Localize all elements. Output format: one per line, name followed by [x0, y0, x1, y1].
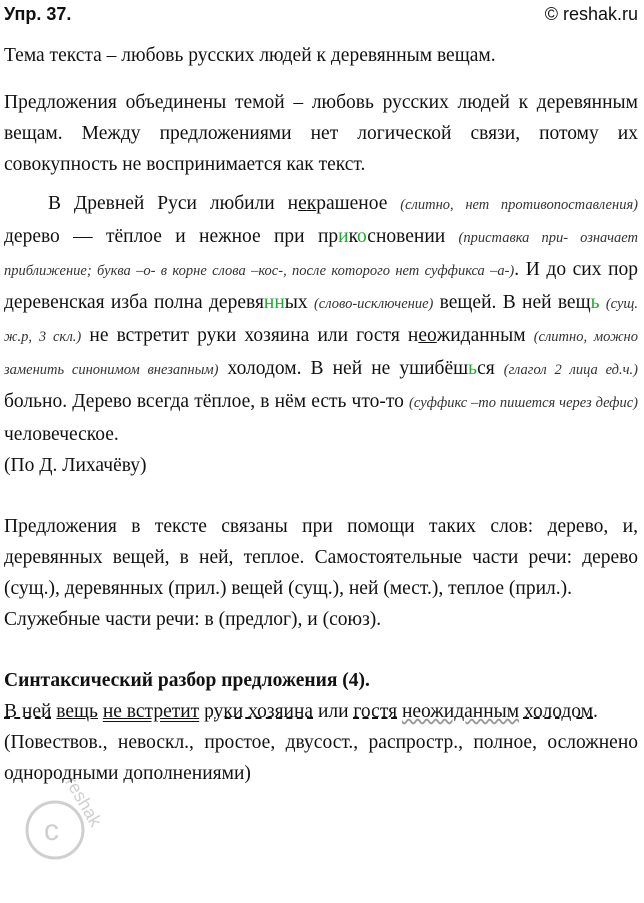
sentence-member: неожиданным — [401, 701, 520, 722]
text-segment: ых — [284, 292, 314, 313]
text-segment: к — [306, 193, 317, 214]
text-segment: ся — [477, 358, 504, 379]
annotation-note: (глагол 2 лица ед.ч.) — [503, 362, 638, 378]
text-segment: ь — [468, 358, 478, 379]
service-parts-paragraph: Служебные части речи: в (предлог), и (союз). — [4, 609, 382, 630]
explanation-paragraph: Предложения объединены темой – любовь русских людей к деревянным вещам. Между предложениями нет логической связи, потому их совокупность не воспринимается как текст. — [4, 92, 638, 175]
analyzed-text — [4, 188, 638, 450]
parsed-sentence — [4, 696, 638, 727]
annotation-note: (слитно, можно заменить синонимом внезапным) — [4, 329, 639, 378]
annotation-note: (слово-исключение) — [313, 296, 434, 312]
sentence-member: В ней — [4, 701, 52, 722]
text-segment: нн — [263, 292, 285, 313]
text-segment: человеческое. — [4, 424, 119, 445]
text-segment: больно. Дерево всегда тёплое, в нём есть что-то — [4, 391, 410, 412]
annotation-note: (суффикс –то пишется через дефис) — [409, 395, 638, 411]
header — [4, 0, 638, 28]
parse-title: Синтаксический разбор предложения (4). — [4, 670, 370, 691]
text-segment: жиданным — [436, 325, 534, 346]
annotation-note: (сущ. ж.р, 3 скл.) — [4, 296, 638, 345]
text-segment: о — [357, 226, 368, 247]
theme-line: Тема текста – любовь русских людей к деревянным вещам. — [4, 45, 496, 66]
sentence-member: . — [593, 701, 598, 722]
text-segment: е — [298, 193, 307, 214]
sentence-member: или — [313, 701, 354, 722]
text-segment: холодом. В ней не ушибёш — [218, 358, 469, 379]
sentence-member: не встретит — [102, 701, 200, 722]
source-citation: (По Д. Лихачёву) — [4, 455, 147, 476]
text-segment: рашеное — [316, 193, 401, 214]
copyright: © reshak.ru — [544, 3, 638, 24]
sentence-member: гостя — [353, 701, 398, 722]
sentence-member: руки хозяина — [204, 701, 314, 722]
text-segment: ь — [590, 292, 600, 313]
links-paragraph: Предложения в тексте связаны при помощи таких слов: дерево, и, деревянных вещей, в ней, теплое. Самостоятельные части речи: дерево (сущ.), деревянных (прил.) вещей (сущ.), ней (мест.), теплое (прил.). — [4, 516, 638, 599]
svg-text:reshak: reshak — [61, 773, 106, 831]
text-segment: вещей. В ней вещ — [433, 292, 591, 313]
text-segment: В Древней Руси любили н — [48, 193, 299, 214]
text-segment: . И до сих пор деревенская изба полна деревя — [4, 259, 639, 313]
sentence-member: вещь — [56, 701, 98, 722]
text-segment: не встретит руки хозяина или гостя н — [81, 325, 419, 346]
text-segment: и — [338, 226, 349, 247]
annotation-note: (приставка при- означает приближение; буква –о- в корне слова –кос-, после которого нет суффикса –а-) — [4, 230, 638, 279]
text-segment: еo — [418, 325, 437, 346]
svg-text:c: c — [44, 814, 59, 847]
text-segment: сновении — [367, 226, 459, 247]
exercise-title: Упр. 37. — [4, 3, 72, 24]
annotation-note: (слитно, нет противопоставления) — [400, 197, 639, 213]
text-segment: дерево — тёплое и нежное при пр — [4, 226, 339, 247]
document-body — [4, 40, 638, 789]
sentence-member: холодом — [523, 701, 594, 722]
parse-description: (Повествов., невоскл., простое, двусост., распростр., полное, осложнено однородными дополнениями) — [4, 732, 638, 784]
text-segment: к — [348, 226, 358, 247]
